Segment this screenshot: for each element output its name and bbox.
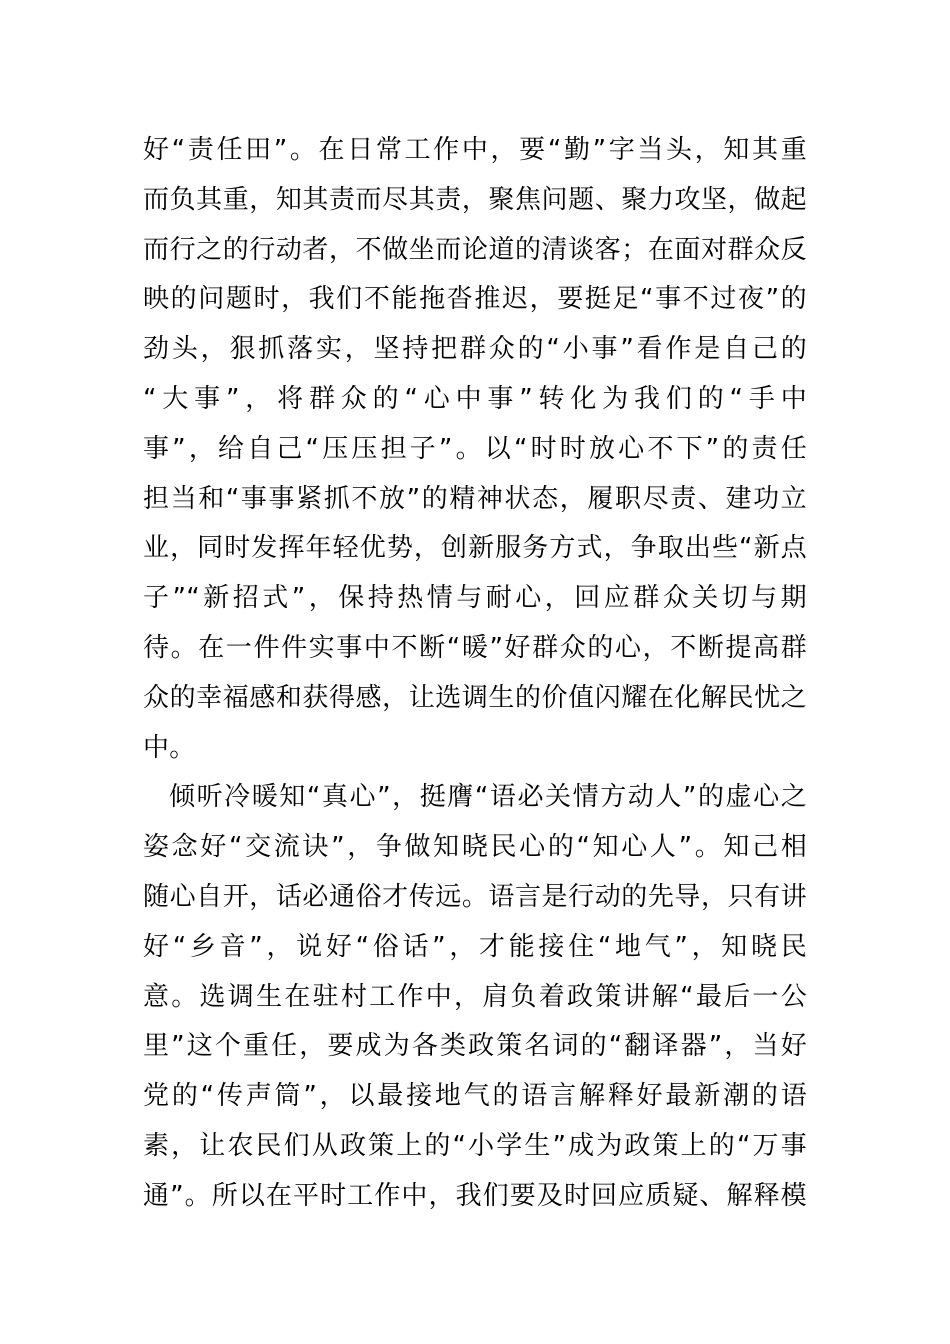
text-line: 意。选调生在驻村工作中，肩负着政策讲解“最后一公	[143, 981, 807, 1012]
text-line: 通”。所以在平时工作中，我们要及时回应质疑、解释模	[143, 1180, 807, 1211]
text-line: 业，同时发挥年轻优势，创新服务方式，争取出些“新点	[143, 533, 807, 564]
text-line: 子”“新招式”，保持热情与耐心，回应群众关切与期	[143, 583, 807, 614]
text-line: 担当和“事事紧抓不放”的精神状态，履职尽责、建功立	[143, 483, 807, 514]
paragraph-1	[143, 126, 807, 773]
text-line: 待。在一件件实事中不断“暖”好群众的心，不断提高群	[143, 632, 807, 663]
text-line: 而负其重，知其责而尽其责，聚焦问题、聚力攻坚，做起	[143, 184, 807, 215]
paragraph-2	[143, 773, 807, 1221]
text-line: 众的幸福感和获得感，让选调生的价值闪耀在化解民忧之	[143, 682, 807, 713]
text-line: 倾听冷暖知“真心”，挺膺“语必关情方动人”的虚心之	[169, 782, 807, 813]
text-line: 劲头，狠抓落实，坚持把群众的“小事”看作是自己的	[143, 334, 807, 365]
text-line: 好“责任田”。在日常工作中，要“勤”字当头，知其重	[143, 135, 807, 165]
text-line: 里”这个重任，要成为各类政策名词的“翻译器”，当好	[143, 1031, 807, 1062]
text-line: 映的问题时，我们不能拖沓推迟，要挺足“事不过夜”的	[143, 284, 807, 315]
body-text	[143, 126, 807, 1222]
text-line: 好“乡音”，说好“俗话”，才能接住“地气”，知晓民	[143, 931, 807, 962]
text-line: 随心自开，话必通俗才传远。语言是行动的先导，只有讲	[143, 881, 807, 912]
text-line: 姿念好“交流诀”，争做知晓民心的“知心人”。知己相	[143, 832, 807, 863]
text-line: 中。	[143, 732, 196, 763]
text-line: “大事”，将群众的“心中事”转化为我们的“手中	[143, 383, 807, 414]
text-line: 事”，给自己“压压担子”。以“时时放心不下”的责任	[143, 433, 807, 464]
text-line: 而行之的行动者，不做坐而论道的清谈客；在面对群众反	[143, 234, 807, 265]
text-line: 党的“传声筒”，以最接地气的语言解释好最新潮的语	[143, 1081, 807, 1112]
text-line: 素，让农民们从政策上的“小学生”成为政策上的“万事	[143, 1130, 807, 1161]
